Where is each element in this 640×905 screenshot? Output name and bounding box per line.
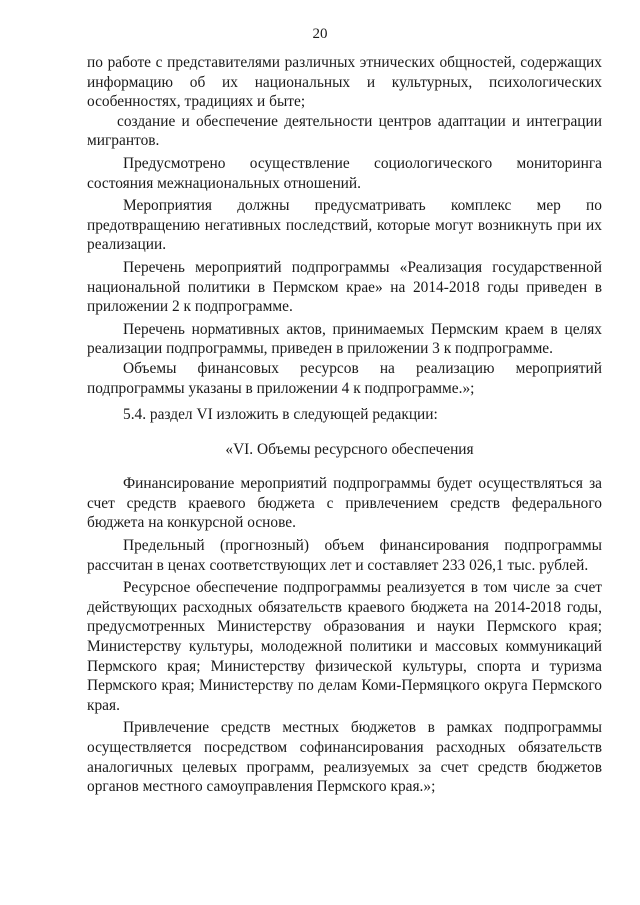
- paragraph-events-list: Перечень мероприятий подпрограммы «Реализация государственной национальной политики в Пермском крае» на 2014-2018 годы приведен в приложении 2 к подпрограмме.: [87, 258, 602, 316]
- paragraph-local-budgets: Привлечение средств местных бюджетов в рамках подпрограммы осуществляется посредством софинансирования расходных обязательств аналогичных целевых программ, реализуемых за счет средств бюджетов органов местного самоуправления Пермского края.»;: [87, 719, 602, 796]
- paragraph-section-edit: 5.4. раздел VI изложить в следующей редакции:: [123, 406, 438, 424]
- document-body: [87, 53, 602, 797]
- section-heading: «VI. Объемы ресурсного обеспечения: [225, 440, 474, 458]
- paragraph-forecast-volume: Предельный (прогнозный) объем финансирования подпрограммы рассчитан в ценах соответствующих лет и составляет 233 026,1 тыс. рублей.: [87, 537, 602, 574]
- page-number: 20: [312, 26, 328, 42]
- paragraph-resource-provision: Ресурсное обеспечение подпрограммы реализуется в том числе за счет действующих расходных обязательств краевого бюджета на 2014-2018 годы, предусмотренных Министерству образования и науки Пермского края; Министерству культуры, молодежной политики и массовых коммуникаций Пермского края; Министерству физической культуры, спорта и туризма Пермского края; Министерству по делам Коми-Пермяцкого округа Пермского края.: [87, 579, 602, 714]
- paragraph-monitoring: Предусмотрено осуществление социологического мониторинга состояния межнациональных отношений.: [87, 154, 602, 192]
- paragraph-ethnic-info: по работе с представителями различных этнических общностей, содержащих информацию об их национальных и культурных, психологических особенностях, традициях и быте;: [87, 54, 602, 111]
- paragraph-normative-acts: Перечень нормативных актов, принимаемых Пермским краем в целях реализации подпрограммы, приведен в приложении 3 к подпрограмме.: [87, 320, 602, 358]
- paragraph-financing: Финансирование мероприятий подпрограммы будет осуществляться за счет средств краевого бюджета с привлечением средств федерального бюджета на конкурсной основе.: [87, 475, 602, 532]
- paragraph-measures: Мероприятия должны предусматривать комплекс мер по предотвращению негативных последствий, которые могут возникнуть при их реализации.: [87, 197, 602, 254]
- paragraph-adaptation-centers: создание и обеспечение деятельности центров адаптации и интеграции мигрантов.: [87, 112, 602, 150]
- paragraph-financial-volumes: Объемы финансовых ресурсов на реализацию мероприятий подпрограммы указаны в приложении 4 к подпрограмме.»;: [87, 359, 602, 397]
